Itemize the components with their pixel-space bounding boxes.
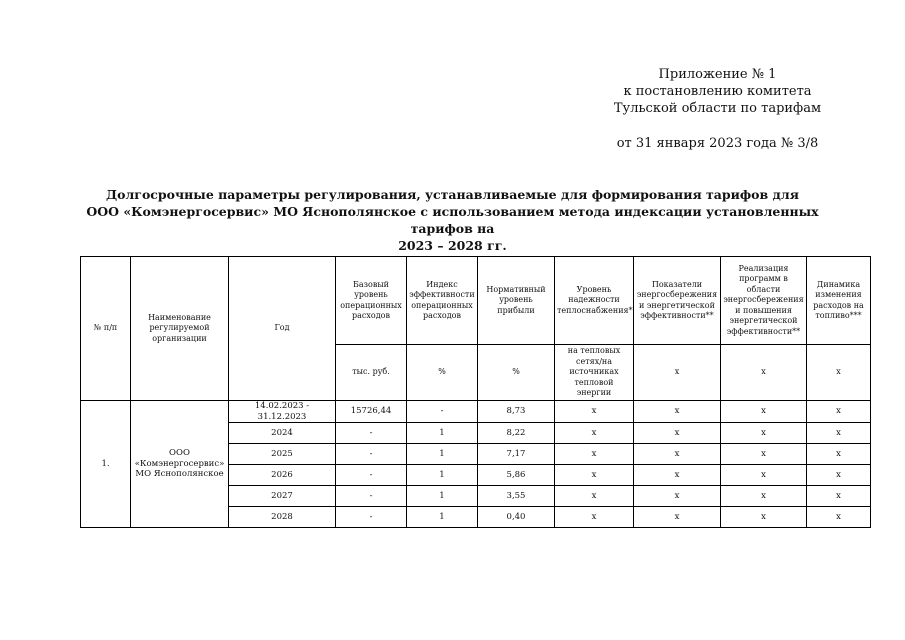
appendix-date: от 31 января 2023 года № 3/8 — [616, 136, 819, 151]
unit-profit: % — [478, 345, 555, 401]
cell-energy-saving: х — [634, 465, 721, 486]
cell-fuel: х — [807, 465, 871, 486]
cell-index: - — [407, 401, 478, 423]
cell-profit: 0,40 — [478, 507, 555, 528]
header-programs: Реализация программ в области энергосбережения и повышения энергетической эффективности** — [721, 257, 807, 345]
cell-profit: 3,55 — [478, 486, 555, 507]
unit-fuel: х — [807, 345, 871, 401]
cell-energy-saving: х — [634, 444, 721, 465]
cell-programs: х — [721, 507, 807, 528]
appendix-line-3: Тульской области по тарифам — [613, 101, 822, 116]
cell-profit: 8,22 — [478, 423, 555, 444]
cell-index: 1 — [407, 507, 478, 528]
title-line-2: ООО «Комэнергосервис» МО Яснополянское с использованием метода индексации установленных тарифов на — [86, 204, 819, 236]
cell-year: 2027 — [229, 486, 336, 507]
org-number: 1. — [81, 401, 131, 528]
cell-index: 1 — [407, 423, 478, 444]
unit-programs: х — [721, 345, 807, 401]
appendix-block — [560, 66, 875, 152]
header-energy-saving: Показатели энергосбережения и энергетической эффективности** — [634, 257, 721, 345]
header-fuel: Динамика изменения расходов на топливо*** — [807, 257, 871, 345]
cell-reliability: х — [555, 401, 634, 423]
cell-fuel: х — [807, 444, 871, 465]
cell-fuel: х — [807, 507, 871, 528]
parameters-table — [80, 256, 871, 528]
cell-profit: 5,86 — [478, 465, 555, 486]
cell-index: 1 — [407, 465, 478, 486]
header-num: № п/п — [81, 257, 131, 401]
unit-index: % — [407, 345, 478, 401]
cell-energy-saving: х — [634, 507, 721, 528]
header-row — [81, 257, 871, 345]
cell-year: 2025 — [229, 444, 336, 465]
cell-fuel: х — [807, 423, 871, 444]
cell-programs: х — [721, 486, 807, 507]
header-reliability: Уровень надежности теплоснабжения* — [555, 257, 634, 345]
cell-index: 1 — [407, 486, 478, 507]
title-line-1: Долгосрочные параметры регулирования, устанавливаемые для формирования тарифов для — [106, 187, 799, 202]
header-base: Базовый уровень операционных расходов — [336, 257, 407, 345]
header-index: Индекс эффективности операционных расходов — [407, 257, 478, 345]
cell-programs: х — [721, 401, 807, 423]
cell-index: 1 — [407, 444, 478, 465]
cell-base: - — [336, 444, 407, 465]
cell-reliability: х — [555, 507, 634, 528]
document-title — [60, 186, 845, 254]
cell-base: 15726,44 — [336, 401, 407, 423]
cell-energy-saving: х — [634, 423, 721, 444]
cell-programs: х — [721, 465, 807, 486]
cell-year: 2026 — [229, 465, 336, 486]
header-profit: Нормативный уровень прибыли — [478, 257, 555, 345]
table-row — [81, 401, 871, 423]
unit-reliability: на тепловых сетях/на источниках тепловой энергии — [555, 345, 634, 401]
cell-reliability: х — [555, 423, 634, 444]
cell-energy-saving: х — [634, 401, 721, 423]
cell-base: - — [336, 486, 407, 507]
cell-year: 14.02.2023 - 31.12.2023 — [229, 401, 336, 423]
cell-reliability: х — [555, 486, 634, 507]
header-org: Наименование регулируемой организации — [131, 257, 229, 401]
cell-reliability: х — [555, 465, 634, 486]
cell-base: - — [336, 423, 407, 444]
cell-profit: 7,17 — [478, 444, 555, 465]
cell-fuel: х — [807, 401, 871, 423]
appendix-line-2: к постановлению комитета — [623, 84, 812, 99]
cell-fuel: х — [807, 486, 871, 507]
cell-programs: х — [721, 423, 807, 444]
cell-base: - — [336, 465, 407, 486]
cell-programs: х — [721, 444, 807, 465]
cell-energy-saving: х — [634, 486, 721, 507]
title-line-3: 2023 – 2028 гг. — [398, 238, 507, 253]
cell-base: - — [336, 507, 407, 528]
appendix-line-1: Приложение № 1 — [658, 67, 777, 82]
cell-profit: 8,73 — [478, 401, 555, 423]
unit-base: тыс. руб. — [336, 345, 407, 401]
cell-year: 2028 — [229, 507, 336, 528]
unit-energy-saving: х — [634, 345, 721, 401]
org-name: ООО «Комэнергосервис» МО Яснополянское — [131, 401, 229, 528]
cell-reliability: х — [555, 444, 634, 465]
cell-year: 2024 — [229, 423, 336, 444]
header-year: Год — [229, 257, 336, 401]
